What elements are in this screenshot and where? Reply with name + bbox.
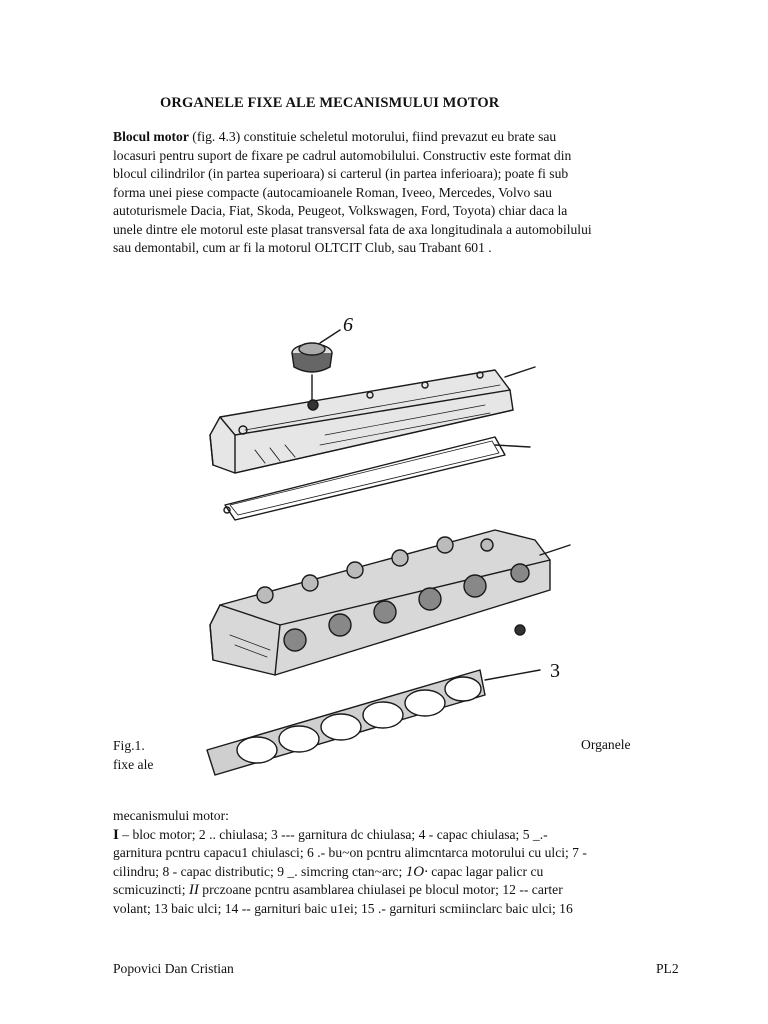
figure-caption-left: [113, 737, 153, 774]
footer-page: PL2: [656, 961, 679, 976]
legend-line-4-text: scmicuzincti;: [113, 882, 186, 897]
legend-line-4: [113, 881, 658, 900]
paragraph-line-7: sau demontabil, cum ar fi la motorul OLTCIT Club, sau Trabant 601 .: [113, 240, 492, 255]
legend-item-11: II: [188, 882, 199, 898]
paragraph-line-4: forma unei piese compacte (autocamioanele Roman, Iveeo, Mercedes, Volvo sau: [113, 184, 552, 200]
legend-line-4-rest: prczoane pcntru asamblarea chiulasei pe blocul motor; 12 -- carter: [198, 882, 563, 897]
legend-line-3: [113, 863, 658, 882]
paragraph-line-1-text: (fig. 4.3) constituie scheletul motorului, fiind prevazut eu brate sau: [188, 129, 557, 144]
legend-line-2: garnitura pcntru capacu1 chiulasci; 6 .- bu~on pcntru alimcntarca motorului cu ulci; 7 -: [113, 845, 587, 860]
label-3: 3: [550, 660, 560, 682]
label-6: 6: [343, 314, 353, 336]
cylinder-head: [210, 530, 550, 675]
legend-line-1-text: – bloc motor; 2 .. chiulasa; 3 --- garnitura dc chiulasa; 4 - capac chiulasa; 5 _.-: [118, 826, 548, 842]
figure-legend: [113, 807, 658, 918]
valve-cover: [210, 370, 513, 473]
paragraph-line-6: unele dintre ele motorul este plasat transversal fata de axa longitudinala a automobilului: [113, 221, 592, 237]
legend-item-I: I: [113, 826, 119, 843]
paragraph-line-5: autoturismele Dacia, Fiat, Skoda, Peugeot, Volkswagen, Ford, Toyota) chiar daca la: [113, 203, 568, 218]
oil-filler-cap: [292, 343, 332, 400]
legend-line-0: mecanismului motor:: [113, 808, 229, 823]
legend-item-10: 1O·: [405, 863, 428, 880]
legend-line-5: volant; 13 baic ulci; 14 -- garnituri baic u1ei; 15 .- garnituri scmiinclarc baic ulci; 16: [113, 900, 573, 916]
paragraph-line-3: blocul cilindrilor (in partea superioara) si carterul (in partea inferioara); poate fi sub: [113, 166, 569, 181]
legend-line-1: [113, 826, 658, 845]
engine-exploded-diagram: [195, 305, 610, 790]
caption-fig-number: Fig.1.: [113, 738, 145, 753]
footer-author: Popovici Dan Cristian: [113, 961, 234, 976]
head-gasket: [207, 670, 485, 775]
paragraph-line-2: locasuri pentru suport de fixare pe cadrul automobilului. Constructiv este format din: [113, 147, 572, 163]
page-title: ORGANELE FIXE ALE MECANISMULUI MOTOR: [160, 95, 500, 111]
legend-line-3-rest: capac lagar palicr cu: [427, 863, 544, 879]
body-paragraph: [113, 128, 653, 258]
caption-line-2: fixe ale: [113, 756, 154, 772]
bold-lead: Blocul motor: [113, 129, 189, 144]
paragraph-line-1: [113, 128, 653, 147]
legend-line-3-text: cilindru; 8 - capac distributic; 9 _. simcring ctan~arc;: [113, 863, 403, 879]
figure-caption-right: Organele: [581, 737, 631, 752]
